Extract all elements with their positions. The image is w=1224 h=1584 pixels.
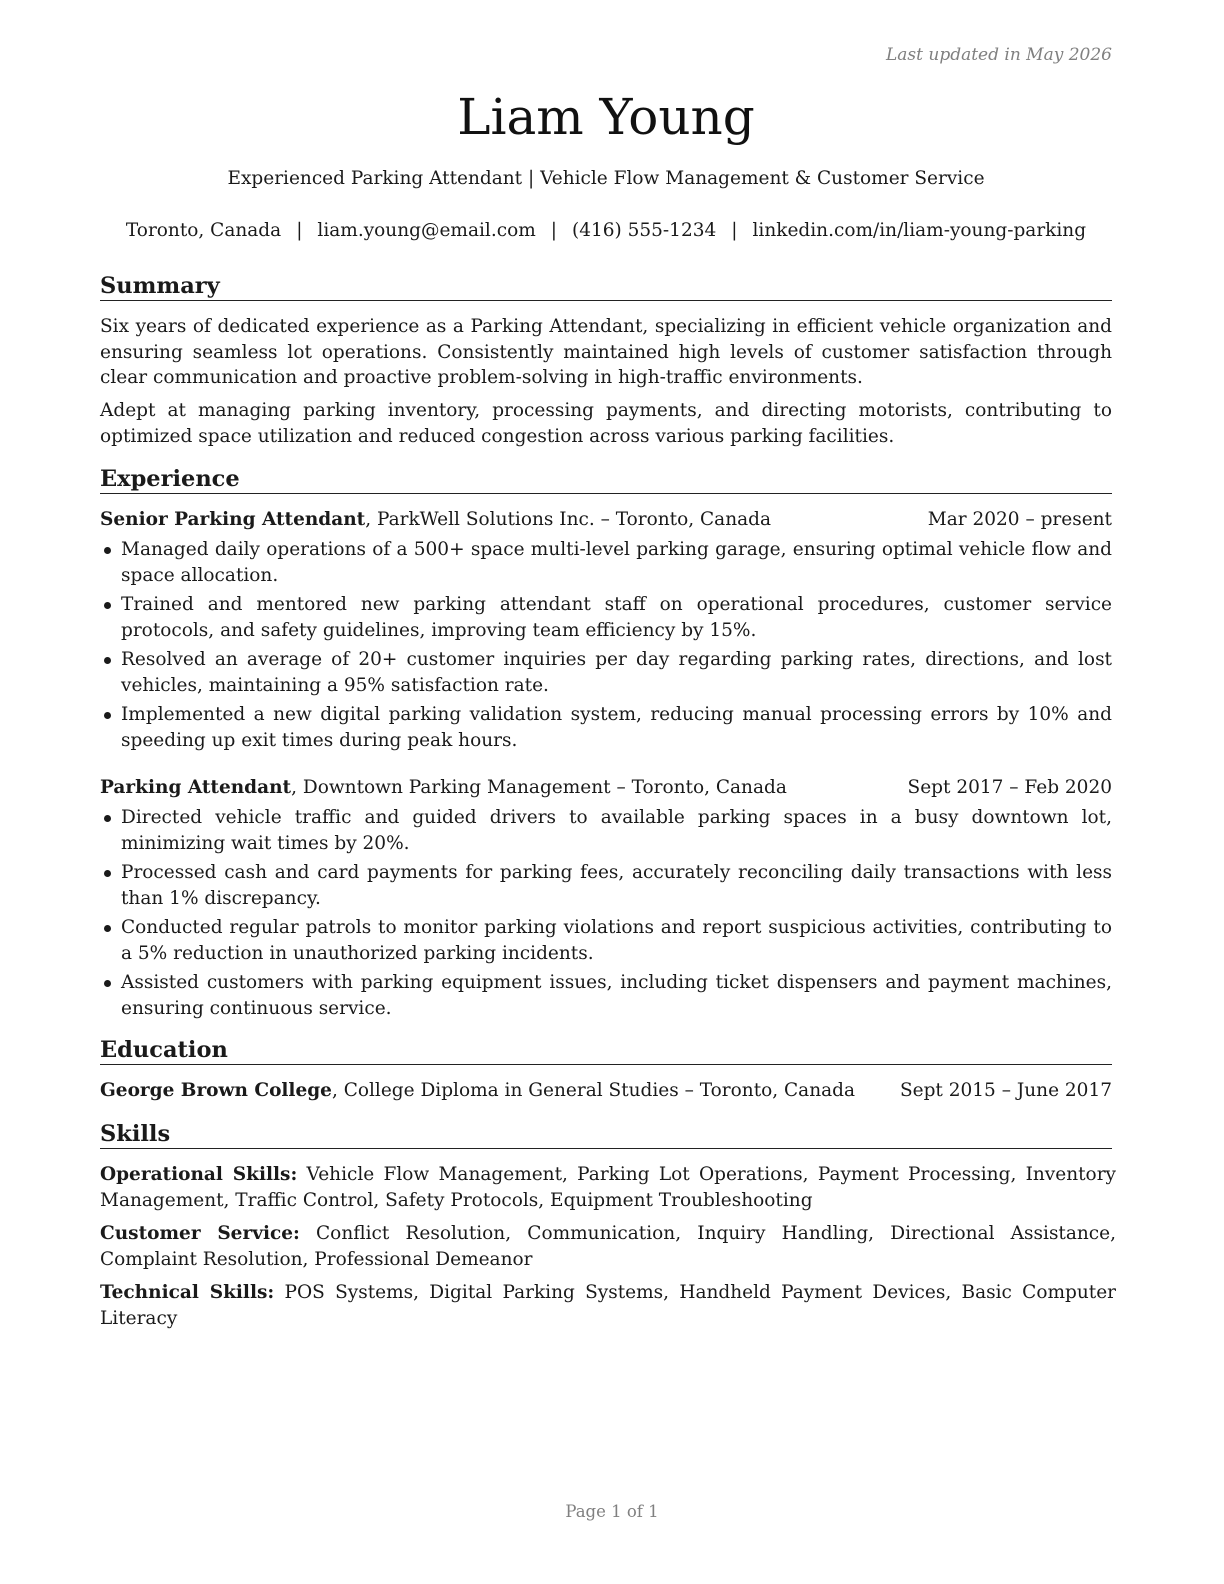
skill-group-items: Vehicle Flow Management, Parking Lot Operations, Payment Processing, Inventory Management, Traffic Control, Safety Protocols, Equipment Troubleshooting — [100, 1164, 1116, 1211]
school-name: George Brown College — [100, 1080, 332, 1101]
list-item: Managed daily operations of a 500+ space multi-level parking garage, ensuring optimal vehicle flow and space allocation. — [100, 537, 1112, 588]
contact-linkedin[interactable]: linkedin.com/in/liam-young-parking — [752, 220, 1087, 241]
contact-location: Toronto, Canada — [125, 220, 282, 241]
contact-phone[interactable]: (416) 555-1234 — [571, 220, 717, 241]
resume-page — [100, 0, 1117, 1584]
bullet-icon — [104, 925, 111, 932]
section-title-skills: Skills — [100, 1120, 1112, 1149]
contact-separator: | — [296, 220, 303, 241]
education-detail: , College Diploma in General Studies – Toronto, Canada — [331, 1080, 856, 1101]
skill-group-label: Technical Skills: — [100, 1282, 275, 1303]
contact-email[interactable]: liam.young@email.com — [317, 220, 536, 241]
education-entry — [100, 1078, 1112, 1104]
skill-group-items: POS Systems, Digital Parking Systems, Handheld Payment Devices, Basic Computer Literacy — [100, 1282, 1116, 1329]
summary-paragraph: Adept at managing parking inventory, processing payments, and directing motorists, contributing to optimized space utilization and reduced congestion across various parking facilities. — [100, 400, 1112, 447]
job-role: Parking Attendant — [100, 777, 292, 798]
job-organization: , Downtown Parking Management – Toronto, Canada — [291, 777, 787, 798]
contact-separator: | — [550, 220, 557, 241]
list-item: Assisted customers with parking equipment issues, including ticket dispensers and payment machines, ensuring continuous service. — [100, 970, 1112, 1021]
bullet-icon — [104, 602, 111, 609]
job-bullets — [100, 805, 1112, 1025]
list-item: Implemented a new digital parking validation system, reducing manual processing errors by 10% and speeding up exit times during peak hours. — [100, 702, 1112, 753]
last-updated: Last updated in May 2026 — [885, 45, 1112, 65]
contact-separator: | — [731, 220, 738, 241]
bullet-icon — [104, 657, 111, 664]
list-item: Conducted regular patrols to monitor parking violations and report suspicious activities, contributing to a 5% reduction in unauthorized parking incidents. — [100, 915, 1112, 966]
skill-group-label: Operational Skills: — [100, 1164, 298, 1185]
section-title-education: Education — [100, 1036, 1112, 1065]
skill-group — [100, 1280, 1116, 1331]
page-number: Page 1 of 1 — [565, 1502, 659, 1521]
skill-group — [100, 1162, 1116, 1213]
bullet-icon — [104, 712, 111, 719]
candidate-name: Liam Young — [457, 88, 755, 146]
job-dates: Sept 2017 – Feb 2020 — [907, 777, 1112, 798]
job-organization: , ParkWell Solutions Inc. – Toronto, Canada — [365, 509, 772, 530]
bullet-icon — [104, 547, 111, 554]
bullet-icon — [104, 870, 111, 877]
skill-group-label: Customer Service: — [100, 1223, 300, 1244]
skill-group-items: Conflict Resolution, Communication, Inquiry Handling, Directional Assistance, Complaint Resolution, Professional Demeanor — [100, 1223, 1117, 1270]
bullet-icon — [104, 980, 111, 987]
headline: Experienced Parking Attendant | Vehicle Flow Management & Customer Service — [227, 168, 985, 189]
list-item: Directed vehicle traffic and guided drivers to available parking spaces in a busy downtown lot, minimizing wait times by 20%. — [100, 805, 1112, 856]
job-header — [100, 507, 1112, 533]
skill-group — [100, 1221, 1116, 1272]
section-title-summary: Summary — [100, 272, 1112, 301]
job-role: Senior Parking Attendant — [100, 509, 366, 530]
section-title-experience: Experience — [100, 465, 1112, 494]
list-item: Resolved an average of 20+ customer inquiries per day regarding parking rates, directions, and lost vehicles, maintaining a 95% satisfaction rate. — [100, 647, 1112, 698]
education-dates: Sept 2015 – June 2017 — [899, 1080, 1112, 1101]
list-item: Processed cash and card payments for parking fees, accurately reconciling daily transactions with less than 1% discrepancy. — [100, 860, 1112, 911]
bullet-icon — [104, 815, 111, 822]
job-dates: Mar 2020 – present — [927, 509, 1112, 530]
summary-paragraph: Six years of dedicated experience as a Parking Attendant, specializing in efficient vehicle organization and ensuring seamless lot operations. Consistently maintained high levels of customer satisfaction through clear communication and proactive problem-solving in high-traffic environments. — [100, 316, 1112, 388]
list-item: Trained and mentored new parking attendant staff on operational procedures, customer service protocols, and safety guidelines, improving team efficiency by 15%. — [100, 592, 1112, 643]
contact-line — [100, 219, 1112, 243]
job-bullets — [100, 537, 1112, 757]
job-header — [100, 775, 1112, 801]
